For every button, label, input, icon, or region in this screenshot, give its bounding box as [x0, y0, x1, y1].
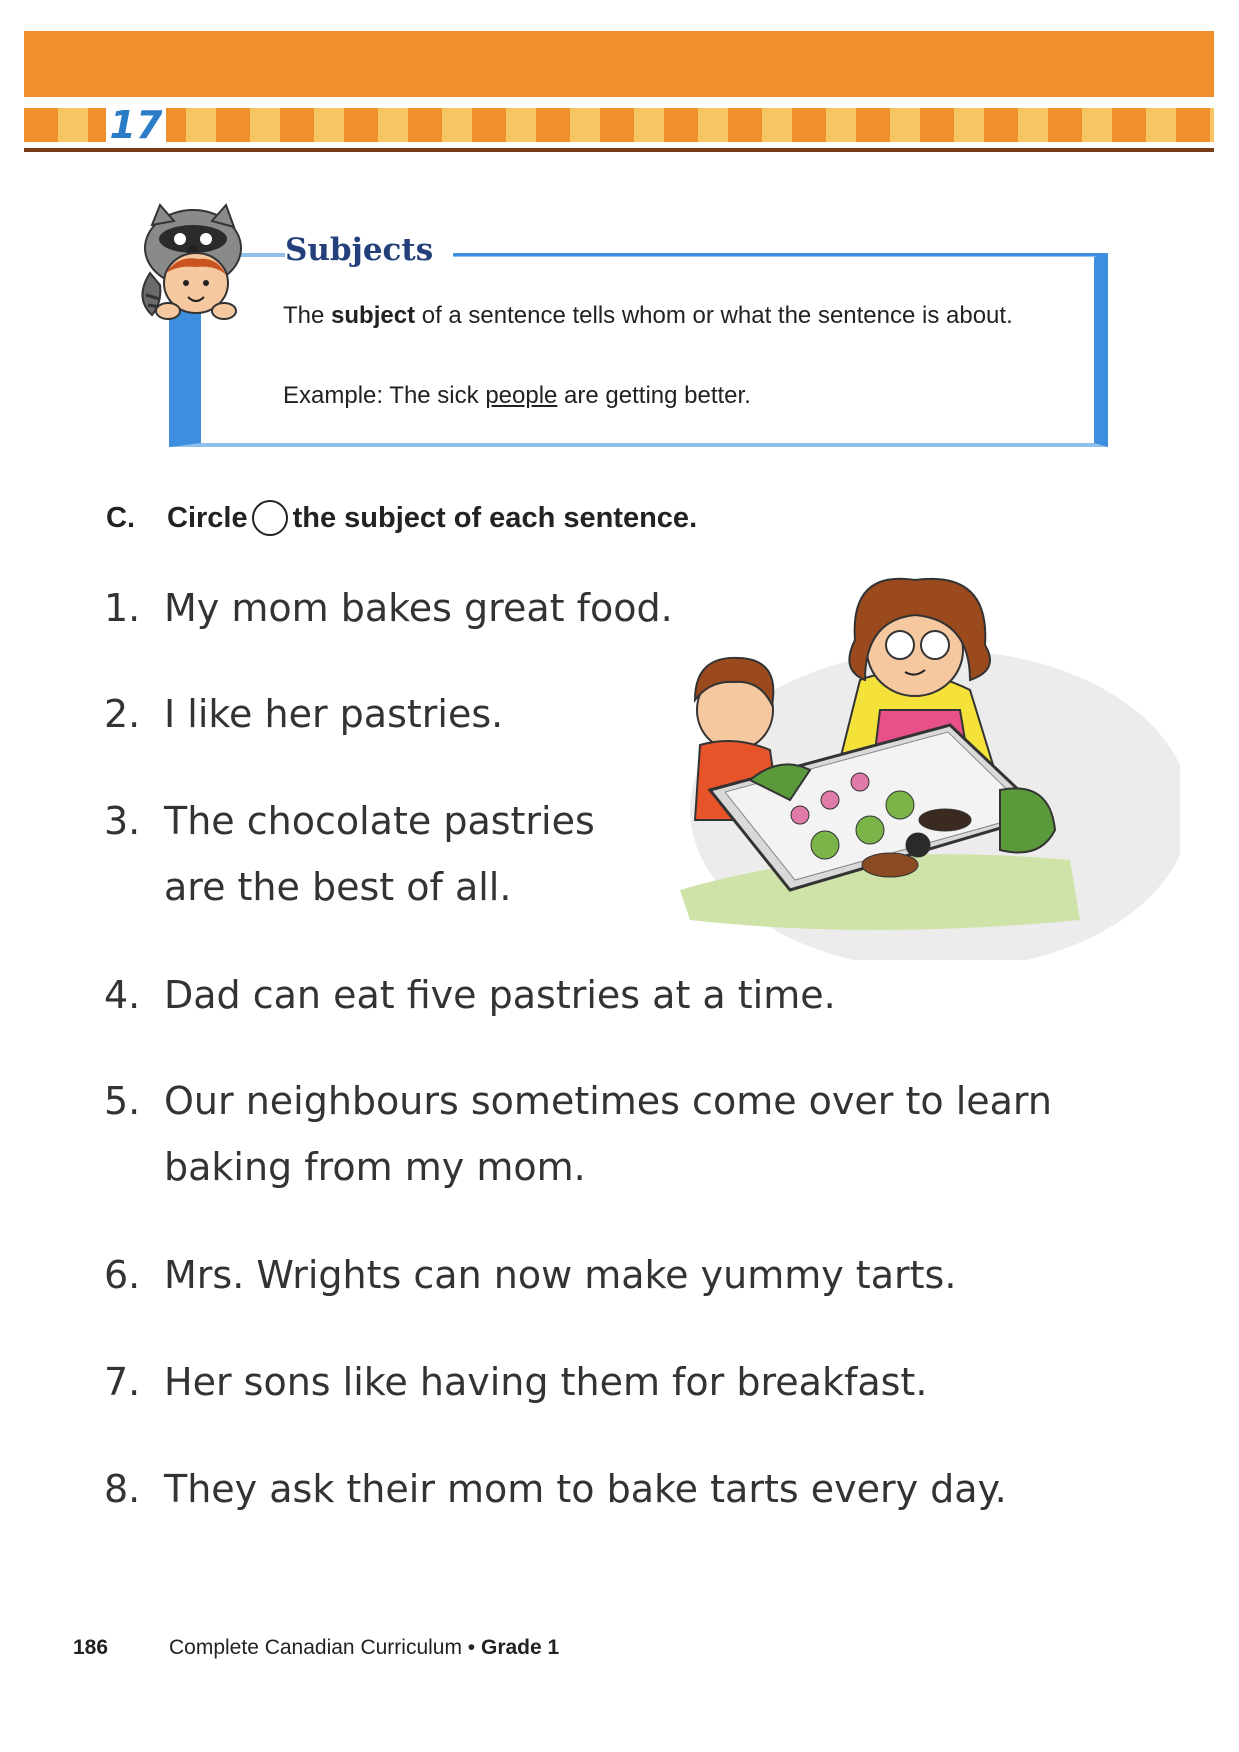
- keyword-subject: subject: [331, 302, 416, 329]
- concept-box-top-rule: [444, 253, 1108, 256]
- page-footer: [73, 1636, 559, 1660]
- sentence-item-6[interactable]: 6. Mrs. Wrights can now make yummy tarts.: [104, 1253, 957, 1297]
- circle-icon: [252, 500, 288, 536]
- sentence-item-2[interactable]: 2. I like her pastries.: [104, 692, 504, 736]
- sentence-item-1[interactable]: 1. My mom bakes great food.: [104, 586, 673, 630]
- page-number: 186: [73, 1636, 109, 1659]
- header-divider: [24, 148, 1214, 152]
- sentence-item-7[interactable]: 7. Her sons like having them for breakfast.: [104, 1360, 928, 1404]
- unit-number: 17: [106, 104, 166, 146]
- baking-illustration: [650, 560, 1180, 960]
- concept-box: [169, 253, 1108, 447]
- sentence-item-5[interactable]: 5. Our neighbours sometimes come over to learn baking from my mom.: [104, 1079, 1052, 1189]
- sentence-item-8[interactable]: 8. They ask their mom to bake tarts every day.: [104, 1467, 1007, 1511]
- concept-definition: The subject of a sentence tells whom or what the sentence is about.: [283, 302, 1013, 329]
- section-instruction: C. Circle the subject of each sentence.: [106, 500, 697, 536]
- concept-example: Example: The sick people are getting better.: [283, 382, 751, 409]
- book-title: Complete Canadian Curriculum: [169, 1636, 462, 1659]
- example-subject-underlined: people: [485, 382, 558, 409]
- header-bar: [24, 31, 1214, 97]
- footer-separator: •: [461, 1636, 481, 1659]
- sentence-item-4[interactable]: 4. Dad can eat five pastries at a time.: [104, 973, 836, 1017]
- concept-title: Subjects: [285, 232, 453, 268]
- header-checker-strip: [24, 108, 1214, 142]
- raccoon-mascot-icon: [138, 203, 248, 328]
- sentence-item-3[interactable]: 3. The chocolate pastries are the best of all.: [104, 799, 595, 909]
- section-letter: C.: [106, 501, 135, 534]
- grade-label: Grade 1: [481, 1636, 560, 1659]
